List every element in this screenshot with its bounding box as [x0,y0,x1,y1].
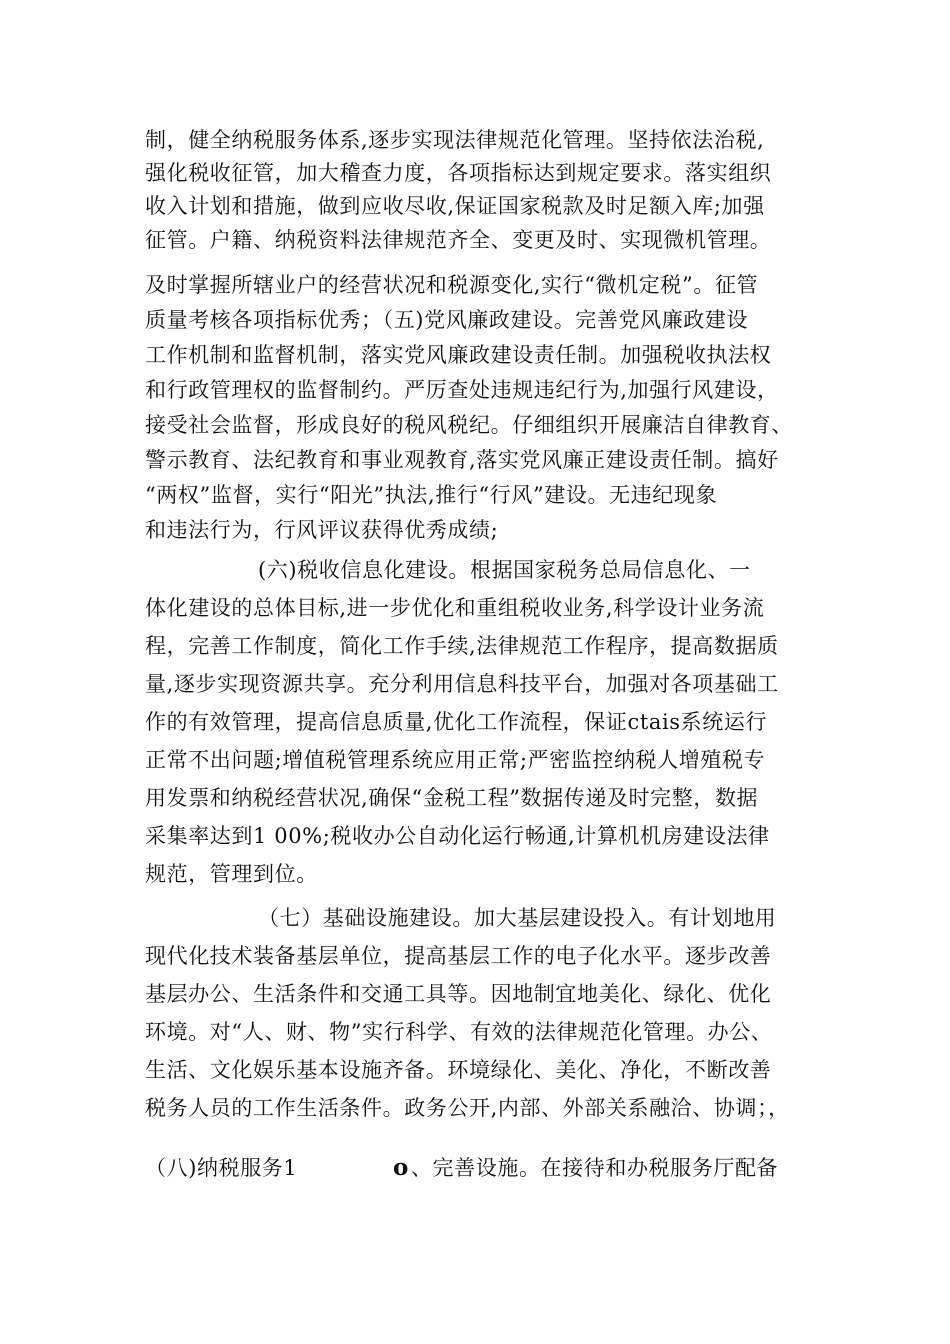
text-line: 采集率达到1 00%;税收办公自动化运行畅通,计算机机房建设法律 [145,824,770,848]
text-line: 强化税收征管，加大稽查力度，各项指标达到规定要求。落实组织 [145,161,772,185]
text-line: 和违法行为，行风评议获得优秀成绩; [145,518,499,542]
text-line: 正常不出问题;增值税管理系统应用正常;严密监控纳税人增殖税专 [145,748,766,772]
text-line: 及时掌握所辖业户的经营状况和税源变化,实行“微机定税”。征管 [145,273,759,297]
text-line: 接受社会监督，形成良好的税风税纪。仔细组织开展廉洁自律教育、 [145,413,793,437]
text-line: 作的有效管理，提高信息质量,优化工作流程，保证ctais系统运行 [145,710,768,734]
stray-glyph: o [393,1154,409,1181]
section-heading-line: （八)纳税服务1 [145,1156,298,1180]
text-line: 工作机制和监督机制，落实党风廉政建设责任制。加强税收执法权 [145,343,772,367]
text-line: 税务人员的工作生活条件。政务公开,内部、外部关系融洽、协调；， [145,1096,790,1120]
text-line: 生活、文化娱乐基本设施齐备。环境绿化、美化、净化，不断改善 [145,1058,772,1082]
text-line: 收入计划和措施，做到应收尽收,保证国家税款及时足额入库;加强 [145,194,765,218]
text-line: 警示教育、法纪教育和事业观教育,落实党风廉正建设责任制。搞好 [145,448,779,472]
text-line: 征管。户籍、纳税资料法律规范齐全、变更及时、实现微机管理。 [145,228,772,252]
text-line: 量,逐步实现资源共享。充分利用信息科技平台，加强对各项基础工 [145,672,779,696]
text-line: 体化建设的总体目标,进一步优化和重组税收业务,科学设计业务流 [145,596,765,620]
text-line: 现代化技术装备基层单位，提高基层工作的电子化水平。逐步改善 [145,944,772,968]
text-line: 用发票和纳税经营状况,确保“金税工程”数据传递及时完整，数据 [145,786,759,810]
text-line-tail [393,1152,778,1184]
text-line: 制，健全纳税服务体系,逐步实现法律规范化管理。坚持依法治税, [145,128,765,152]
text-line: (六)税收信息化建设。根据国家税务总局信息化、一 [258,558,751,582]
text-line: 程，完善工作制度，简化工作手续,法律规范工作程序，提高数据质 [145,634,779,658]
text-line: “两权”监督，实行“阳光”执法,推行“行风”建设。无违纪现象 [145,483,718,507]
text-fragment: 、完善设施。在接待和办税服务厅配备 [410,1156,779,1180]
text-line: 规范，管理到位。 [145,862,318,886]
text-line: （七）基础设施建设。加大基层建设投入。有计划地用 [258,906,777,930]
text-line: 环境。对“人、财、物”实行科学、有效的法律规范化管理。办公、 [145,1020,773,1044]
text-line: 基层办公、生活条件和交通工具等。因地制宜地美化、绿化、优化 [145,982,772,1006]
text-line: 和行政管理权的监督制约。严厉查处违规违纪行为,加强行风建设， [145,378,779,402]
text-line: 质量考核各项指标优秀；（五)党风廉政建设。完善党风廉政建设 [145,308,749,332]
